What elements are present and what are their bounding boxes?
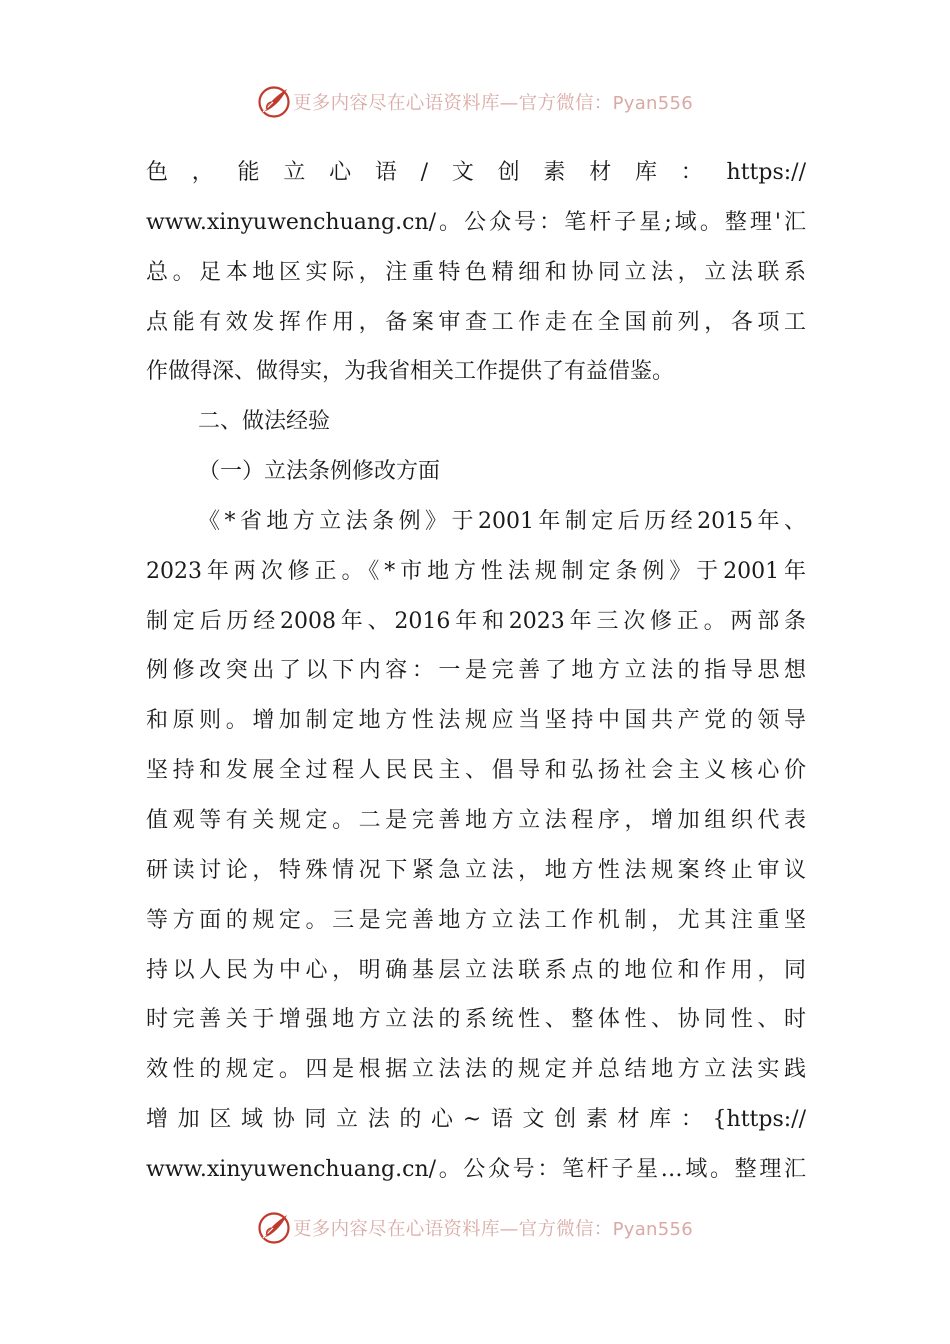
body-line: 研读讨论，特殊情况下紧急立法，地方性法规案终止审议: [146, 857, 806, 883]
body-line: 时完善关于增强地方立法的系统性、整体性、协同性、时: [146, 1007, 806, 1033]
body-line: 坚持和发展全过程人民民主、倡导和弘扬社会主义核心价: [146, 758, 806, 784]
body-line: www.xinyuwenchuang.cn/。公众号：笔杆子星;域。整理'汇: [146, 209, 806, 235]
document-body: [146, 148, 806, 1195]
header-banner: [0, 82, 950, 122]
header-banner-label: 更多内容尽在心语资料库—官方微信：: [292, 93, 613, 114]
body-line: 《*省地方立法条例》于2001年制定后历经2015年、: [198, 508, 806, 534]
body-line: 作做得深、做得实，为我省相关工作提供了有益借鉴。: [146, 359, 675, 385]
body-line: 效性的规定。四是根据立法法的规定并总结地方立法实践: [146, 1057, 806, 1083]
footer-banner: [0, 1208, 950, 1248]
body-line: 例修改突出了以下内容：一是完善了地方立法的指导思想: [146, 658, 806, 684]
body-line: 总。足本地区实际，注重特色精细和协同立法，立法联系: [146, 259, 806, 285]
body-line: 和原则。增加制定地方性法规应当坚持中国共产党的领导: [146, 708, 806, 734]
section-heading: 二、做法经验: [198, 409, 331, 435]
header-wechat-id: Pyan556: [612, 93, 693, 114]
body-line: 色，能立心语/文创素材库：https://: [146, 160, 806, 185]
footer-banner-label: 更多内容尽在心语资料库—官方微信：: [292, 1219, 613, 1240]
body-line: 点能有效发挥作用，备案审查工作走在全国前列，各项工: [146, 309, 806, 335]
feather-pen-circle-logo-icon: [257, 1211, 291, 1245]
body-line: www.xinyuwenchuang.cn/。公众号：笔杆子星…域。整理汇: [146, 1156, 806, 1182]
body-line: 增加区域协同立法的心~语文创素材库：{https://: [146, 1107, 806, 1133]
body-line: 等方面的规定。三是完善地方立法工作机制，尤其注重坚: [146, 907, 806, 933]
body-line: 制定后历经2008年、2016年和2023年三次修正。两部条: [146, 608, 806, 634]
footer-banner-text: [293, 1215, 693, 1241]
body-line: 值观等有关规定。二是完善地方立法程序，增加组织代表: [146, 807, 806, 833]
subsection-heading: （一）立法条例修改方面: [198, 459, 441, 485]
body-line: 持以人民为中心，明确基层立法联系点的地位和作用，同: [146, 957, 806, 983]
body-line: 2023年两次修正。《*市地方性法规制定条例》于2001年: [146, 558, 806, 584]
feather-pen-circle-logo-icon: [257, 85, 291, 119]
header-banner-text: [293, 89, 693, 115]
footer-wechat-id: Pyan556: [612, 1219, 693, 1240]
